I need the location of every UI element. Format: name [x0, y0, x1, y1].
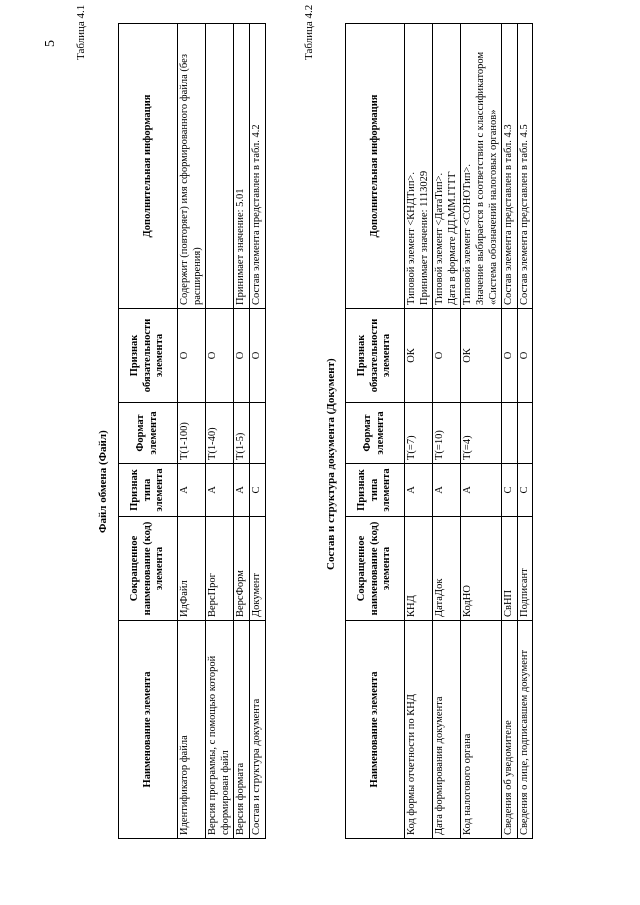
table-cell — [502, 403, 518, 464]
table-cell: ВерсФорм — [234, 517, 250, 621]
table-cell: КНД — [405, 517, 433, 621]
table-cell: Подписант — [517, 517, 533, 621]
table-cell: ИдФайл — [178, 517, 206, 621]
table-cell — [206, 24, 234, 309]
table-cell: Типовой элемент <КНДТип>. Принимает значение: 1113029 — [405, 24, 433, 309]
table-cell: ВерсПрог — [206, 517, 234, 621]
table-row — [502, 24, 518, 839]
table-cell: О — [178, 309, 206, 403]
table-title: Состав и структура документа (Документ) — [325, 358, 337, 570]
table-cell: О — [249, 309, 265, 403]
table-cell: Код формы отчетности по КНД — [405, 621, 433, 839]
table-cell: С — [249, 464, 265, 517]
table-cell: ОК — [461, 309, 502, 403]
column-header: Дополнительная информация — [119, 24, 178, 309]
table-cell: Версия программы, с помощью которой сформирован файл — [206, 621, 234, 839]
table-cell: А — [178, 464, 206, 517]
table-cell: Код налогового органа — [461, 621, 502, 839]
column-header: Сокращенное наименование (код) элемента — [119, 517, 178, 621]
table-cell: Документ — [249, 517, 265, 621]
table-header-row — [119, 24, 178, 839]
table-cell: А — [206, 464, 234, 517]
table-cell: О — [206, 309, 234, 403]
table-cell: С — [502, 464, 518, 517]
table-row — [461, 24, 502, 839]
table-cell — [517, 403, 533, 464]
table-cell: T(=7) — [405, 403, 433, 464]
column-header: Дополнительная информация — [346, 24, 405, 309]
table-row — [178, 24, 206, 839]
page-number: 5 — [43, 40, 58, 47]
table-cell: О — [502, 309, 518, 403]
column-header: Признак обязательности элемента — [119, 309, 178, 403]
table-cell: Версия формата — [234, 621, 250, 839]
table-cell: Дата формирования документа — [433, 621, 461, 839]
table-row — [517, 24, 533, 839]
document-structure-table — [345, 23, 533, 839]
column-header: Признак типа элемента — [346, 464, 405, 517]
table-cell: T(1-5) — [234, 403, 250, 464]
table-cell: Идентификатор файла — [178, 621, 206, 839]
table-cell: Сведения об уведомителе — [502, 621, 518, 839]
table-row — [234, 24, 250, 839]
table-cell: А — [433, 464, 461, 517]
table-cell: А — [234, 464, 250, 517]
column-header: Наименование элемента — [119, 621, 178, 839]
table-cell: T(=4) — [461, 403, 502, 464]
table-cell: О — [234, 309, 250, 403]
table-cell — [249, 403, 265, 464]
table-cell: Состав элемента представлен в табл. 4.3 — [502, 24, 518, 309]
table-cell: А — [405, 464, 433, 517]
table-cell: Состав элемента представлен в табл. 4.2 — [249, 24, 265, 309]
table-label: Таблица 4.2 — [303, 4, 315, 60]
table-row — [206, 24, 234, 839]
table-row — [249, 24, 265, 839]
column-header: Наименование элемента — [346, 621, 405, 839]
table-cell: Состав и структура документа — [249, 621, 265, 839]
table-cell: Содержит (повторяет) имя сформированного файла (без расширения) — [178, 24, 206, 309]
column-header: Сокращенное наименование (код) элемента — [346, 517, 405, 621]
table-row — [433, 24, 461, 839]
table-title: Файл обмена (Файл) — [97, 430, 109, 533]
column-header: Формат элемента — [119, 403, 178, 464]
exchange-file-table — [118, 23, 266, 839]
table-row — [405, 24, 433, 839]
table-cell: Типовой элемент <ДатаТип>. Дата в формате ДД.ММ.ГГГГ — [433, 24, 461, 309]
table-cell: T(1-40) — [206, 403, 234, 464]
table-cell: Типовой элемент <СОНОТип>. Значение выбирается в соответствии с классификатором «Система обозначений налоговых органов» — [461, 24, 502, 309]
table-cell: Принимает значение: 5.01 — [234, 24, 250, 309]
table-cell: А — [461, 464, 502, 517]
table-cell: T(=10) — [433, 403, 461, 464]
table-cell: О — [433, 309, 461, 403]
table-cell: КодНО — [461, 517, 502, 621]
table-cell: Состав элемента представлен в табл. 4.5 — [517, 24, 533, 309]
table-cell: ОК — [405, 309, 433, 403]
column-header: Признак обязательности элемента — [346, 309, 405, 403]
table-cell: Сведения о лице, подписавшем документ — [517, 621, 533, 839]
table-cell: С — [517, 464, 533, 517]
column-header: Формат элемента — [346, 403, 405, 464]
table-cell: T(1-100) — [178, 403, 206, 464]
table-cell: СвНП — [502, 517, 518, 621]
table-cell: ДатаДок — [433, 517, 461, 621]
table-cell: О — [517, 309, 533, 403]
table-label: Таблица 4.1 — [75, 4, 87, 60]
table-header-row — [346, 24, 405, 839]
column-header: Признак типа элемента — [119, 464, 178, 517]
